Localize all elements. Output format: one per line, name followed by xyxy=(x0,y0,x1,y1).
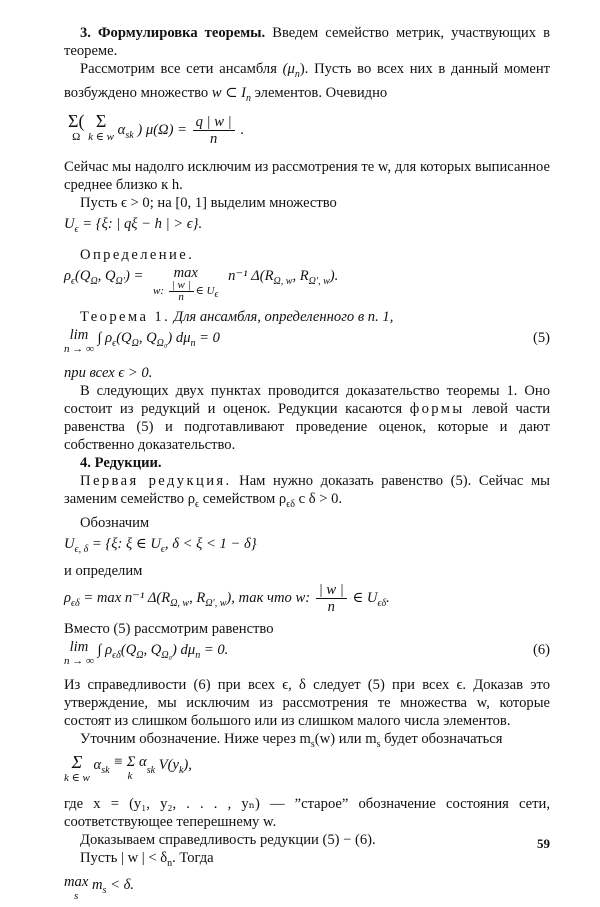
formula-rho-eps-delta: $\rho_{\epsilon\delta} = \max n^{-1}$ $\Delta(R_{\Omega, w}$, $R_{\Omega', w}$), так что w: $\frac{| w |}{n}$ ∈ $U_{\epsilon\delta}$. xyxy=(64,581,390,615)
exclude-paragraph: Сейчас мы надолго исключим из рассмотрения те w, для которых выписанное среднее близко к h. xyxy=(64,158,550,193)
formula-rho: $\rho_\epsilon(Q_\Omega$, $Q_{\Omega'}) = \max$ w: $\frac{| w |}{n}$ ∈ $U_\epsilon$ n⁻¹ $\Delta(R_{\Omega, w}$, $R_{\Omega', w}$). xyxy=(64,264,339,303)
theorem-label: Теорема 1. xyxy=(80,308,171,325)
instead-of-line: Вместо (5) рассмотрим равенство xyxy=(64,620,274,637)
formula-U-eps-delta: $U_{\epsilon, \delta} = \{\xi$: ξ ∈ $U_\epsilon$, δ < ξ < 1 − δ} xyxy=(64,535,257,555)
theorem-paragraph xyxy=(64,308,550,326)
formula-U-epsilon: $U_\epsilon = \{\xi$: | qξ − h | > ϵ}. xyxy=(64,215,203,235)
formula-lim-5: lim n → ∞ ∫ $\rho_\epsilon(Q_\Omega$, $Q_{\Omega_0}$) $d\mu_n = 0$ (5) xyxy=(64,326,550,355)
section3-heading: 3. Формулировка теоремы. xyxy=(80,25,266,41)
theorem-text: Для ансамбля, определенного в п. 1, xyxy=(173,308,394,325)
section3-paragraph xyxy=(64,24,550,60)
prove-line: Доказываем справедливость редукции (5) − (6). xyxy=(80,832,376,849)
equation-number-6: (6) xyxy=(532,641,550,658)
equation-number-5: (5) xyxy=(532,329,550,346)
notation-paragraph: Уточним обозначение. Ниже через $m_s(w)$ или $m_s$ будет обозначаться xyxy=(80,730,503,750)
formula-max: max s $m_s < \delta$. xyxy=(64,874,135,903)
page-number: 59 xyxy=(537,836,550,851)
denote-line: Обозначим xyxy=(80,514,150,531)
section4-heading: 4. Редукции. xyxy=(80,454,162,471)
and-define-line: и определим xyxy=(64,562,143,579)
first-reduction-paragraph: Первая редукция. Нам нужно доказать равенство (5). Сейчас мы заменим семейство $\rho_\epsilon$ семейством $\rho_{\epsilon\delta}$ с δ > 0. xyxy=(64,472,550,510)
section3-intro: Введем семейство метрик, участвующих в теореме. xyxy=(64,25,550,59)
formula-alpha: Σ k ∈ w $\alpha_{sk} \equiv \Sigma$ α k $_{sk}$ $V(y_k)$, xyxy=(64,752,192,785)
where-paragraph: где x = (y₁, y₂, . . . , yₙ) — ”старое” обозначение состояния сети, соответствующее теперешнему w. xyxy=(64,796,550,831)
formula-lim-6: lim n → ∞ ∫ $\rho_{\epsilon\delta}(Q_\Omega$, $Q_{\Omega_0}$) $d\mu_n = 0$. (6) xyxy=(64,638,550,667)
definition-label: Определение. xyxy=(80,246,195,263)
validity-paragraph: Из справедливости (6) при всех ϵ, δ следует (5) при всех ϵ. Доказав это утверждение, мы исключим из рассмотрения те множества w, которые состоят из слишком большого или из слишком малого числа элементов. xyxy=(64,676,550,729)
formula-sum: Σ( Ω Σ k ∈ w $\alpha_{sk}$ ) μ(Ω) = $\frac{q | w |}{n}$ . xyxy=(68,110,244,147)
next-paragraph: В следующих двух пунктах проводится доказательство теоремы 1. Оно состоит из редукций и оценок. Редукции касаются формы левой части равенства (5) и подготавливают проведение оценок, которые и дают собственно доказательство. xyxy=(64,382,551,453)
for-all-line: при всех ϵ > 0. xyxy=(64,364,153,381)
let-paragraph: Пусть ϵ > 0; на [0, 1] выделим множество xyxy=(80,194,337,211)
let2-line: Пусть | w | < $\delta_n$. Тогда xyxy=(80,850,214,870)
ensemble-paragraph: Рассмотрим все сети ансамбля $(\mu_n)$. Пусть во всех них в данный момент возбуждено множество w ⊂ $I_n$ элементов. Очевидно xyxy=(64,61,551,104)
page-content xyxy=(64,24,550,907)
